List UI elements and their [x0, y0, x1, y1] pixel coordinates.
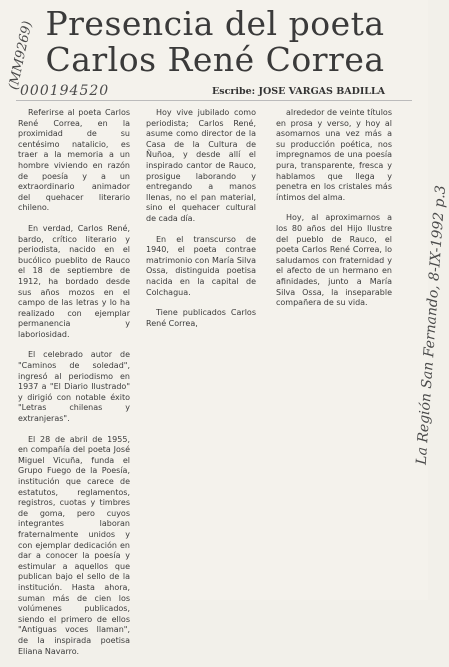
paragraph: alrededor de veinte títulos en prosa y verso, y hoy al asomarnos una vez más a su producción poética, nos impregnamos de una poesía pura, transparente, fresca y hablamos que llega y penetra en los cristales más íntimos del alma.	[276, 108, 392, 202]
paragraph: En verdad, Carlos René, bardo, crítico literario y periodista, nacido en el bucólico pueblito de Rauco el 18 de septiembre de 1912, ha bordado desde sus años mozos en el campo de las letras y lo ha realizado con ejemplar permanencia y laboriosidad.	[18, 223, 130, 339]
byline: Escribe: JOSE VARGAS BADILLA	[212, 86, 386, 97]
paragraph: Hoy, al aproximarnos a los 80 años del Hijo Ilustre del pueblo de Rauco, el poeta Carlos René Correa, lo saludamos con fraternidad y el afecto de un hermano en afinidades, junto a María Silva Ossa, la inseparable compañera de su vida.	[276, 213, 392, 308]
paragraph: En el transcurso de 1940, el poeta contrae matrimonio con María Silva Ossa, distinguida poetisa nacida en la capital de Colchagua.	[146, 234, 256, 297]
paragraph: El 28 de abril de 1955, en compañía del poeta José Miguel Vicuña, funda el Grupo Fuego de la Poesía, institución que carece de estatutos, reglamentos, registros, cuotas y timbres de goma, pero cuyos integrantes laboran fraternalmente unidos y con ejemplar dedicación en dar a conocer la poesía y estimular a aquellos que publican bajo el sello de la institución. Hasta ahora, suman más de cien los volúmenes publicados, siendo el primero de ellos "Antiguas voces llaman", de la inspirada poetisa Eliana Navarro.	[18, 434, 130, 656]
paragraph: Hoy vive jubilado como periodista; Carlos René, asume como director de la Casa de la Cultura de Ñuñoa, y desde allí el inspirado cantor de Rauco, prosigue laborando y entregando a manos llenas, no el pan material, sino el quehacer cultural de cada día.	[146, 108, 256, 223]
handwritten-archive-id: (MM9269)	[6, 19, 36, 92]
header-divider	[16, 100, 412, 101]
handwritten-catalog-number: 000194520	[20, 83, 110, 99]
article-column-2	[146, 108, 256, 339]
paragraph: Tiene publicados Carlos René Correa,	[146, 308, 256, 328]
article-column-3	[276, 108, 392, 319]
headline-line-1: Presencia del poeta	[45, 4, 385, 43]
handwritten-source-note: La Región San Fernando, 8-IX-1992 p.3	[413, 184, 449, 466]
paragraph: Referirse al poeta Carlos René Correa, en la proximidad de su centésimo natalicio, es traer a la memoria a un hombre viviendo en razón de poesía y a un extraordinario animador del quehacer literario chileno.	[18, 108, 130, 213]
headline-line-2: Carlos René Correa	[45, 40, 385, 79]
paragraph: El celebrado autor de "Caminos de soledad", ingresó al periodismo en 1937 a "El Diario Ilustrado" y dirigió con notable éxito "Letras chilenas y extranjeras".	[18, 350, 130, 424]
article-column-1	[18, 108, 130, 667]
